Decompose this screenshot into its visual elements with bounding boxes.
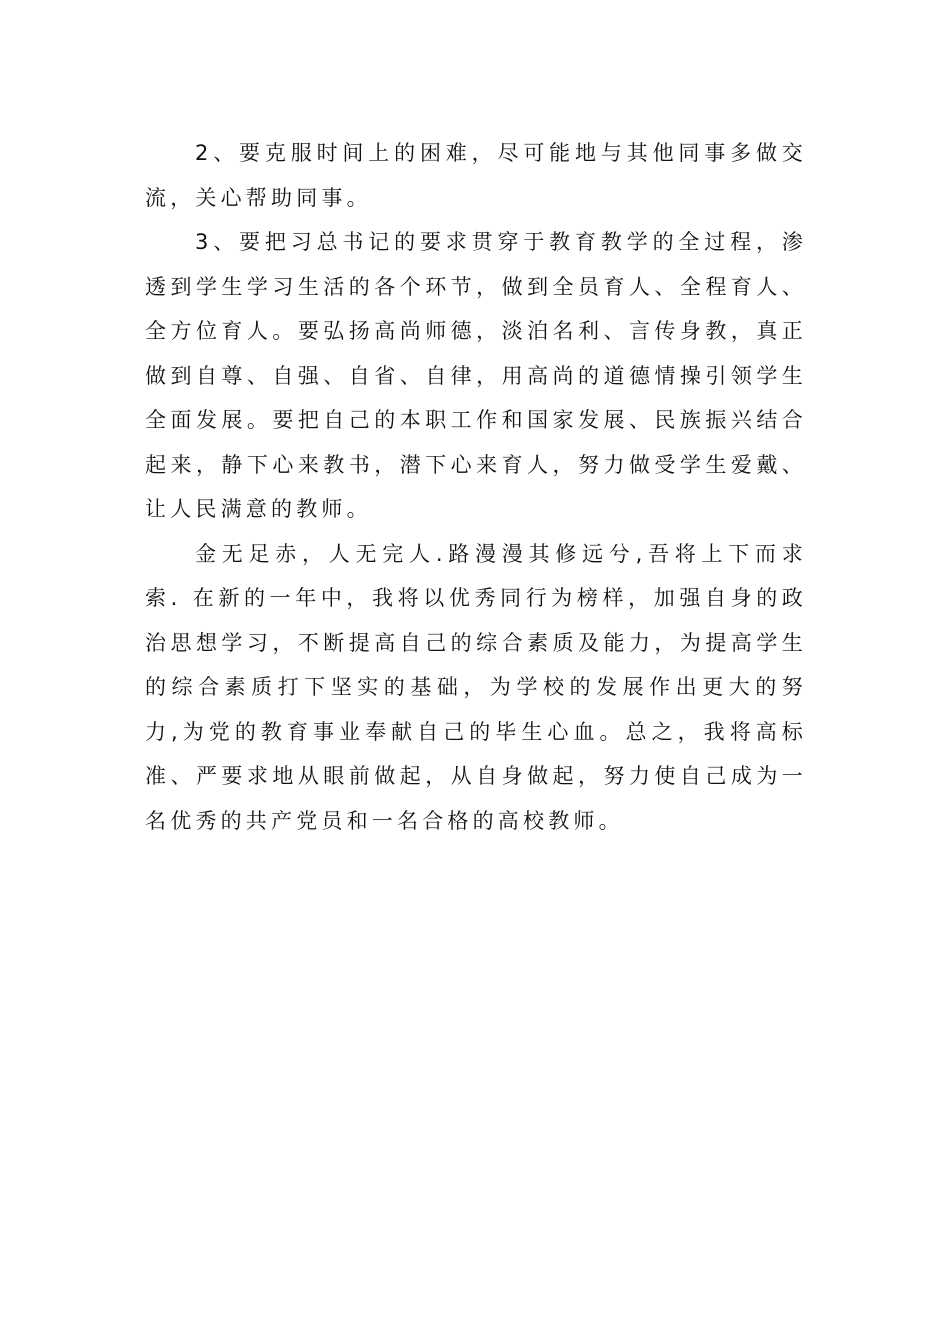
paragraph-2: 2、要克服时间上的困难，尽可能地与其他同事多做交流，关心帮助同事。 (145, 141, 807, 210)
document-body (145, 131, 807, 843)
paragraph-conclusion: 金无足赤，人无完人.路漫漫其修远兮,吾将上下而求索. 在新的一年中，我将以优秀同行为榜样，加强自身的政治思想学习，不断提高自己的综合素质及能力，为提高学生的综合素质打下坚实的基础，为学校的发展作出更大的努力,为党的教育事业奉献自己的毕生心血。总之，我将高标准、严要求地从眼前做起，从自身做起，努力使自己成为一名优秀的共产党员和一名合格的高校教师。 (145, 541, 807, 833)
paragraph-3: 3、要把习总书记的要求贯穿于教育教学的全过程，渗透到学生学习生活的各个环节，做到全员育人、全程育人、全方位育人。要弘扬高尚师德，淡泊名利、言传身教，真正做到自尊、自强、自省、自律，用高尚的道德情操引领学生全面发展。要把自己的本职工作和国家发展、民族振兴结合起来，静下心来教书，潜下心来育人，努力做受学生爱戴、让人民满意的教师。 (145, 230, 807, 521)
